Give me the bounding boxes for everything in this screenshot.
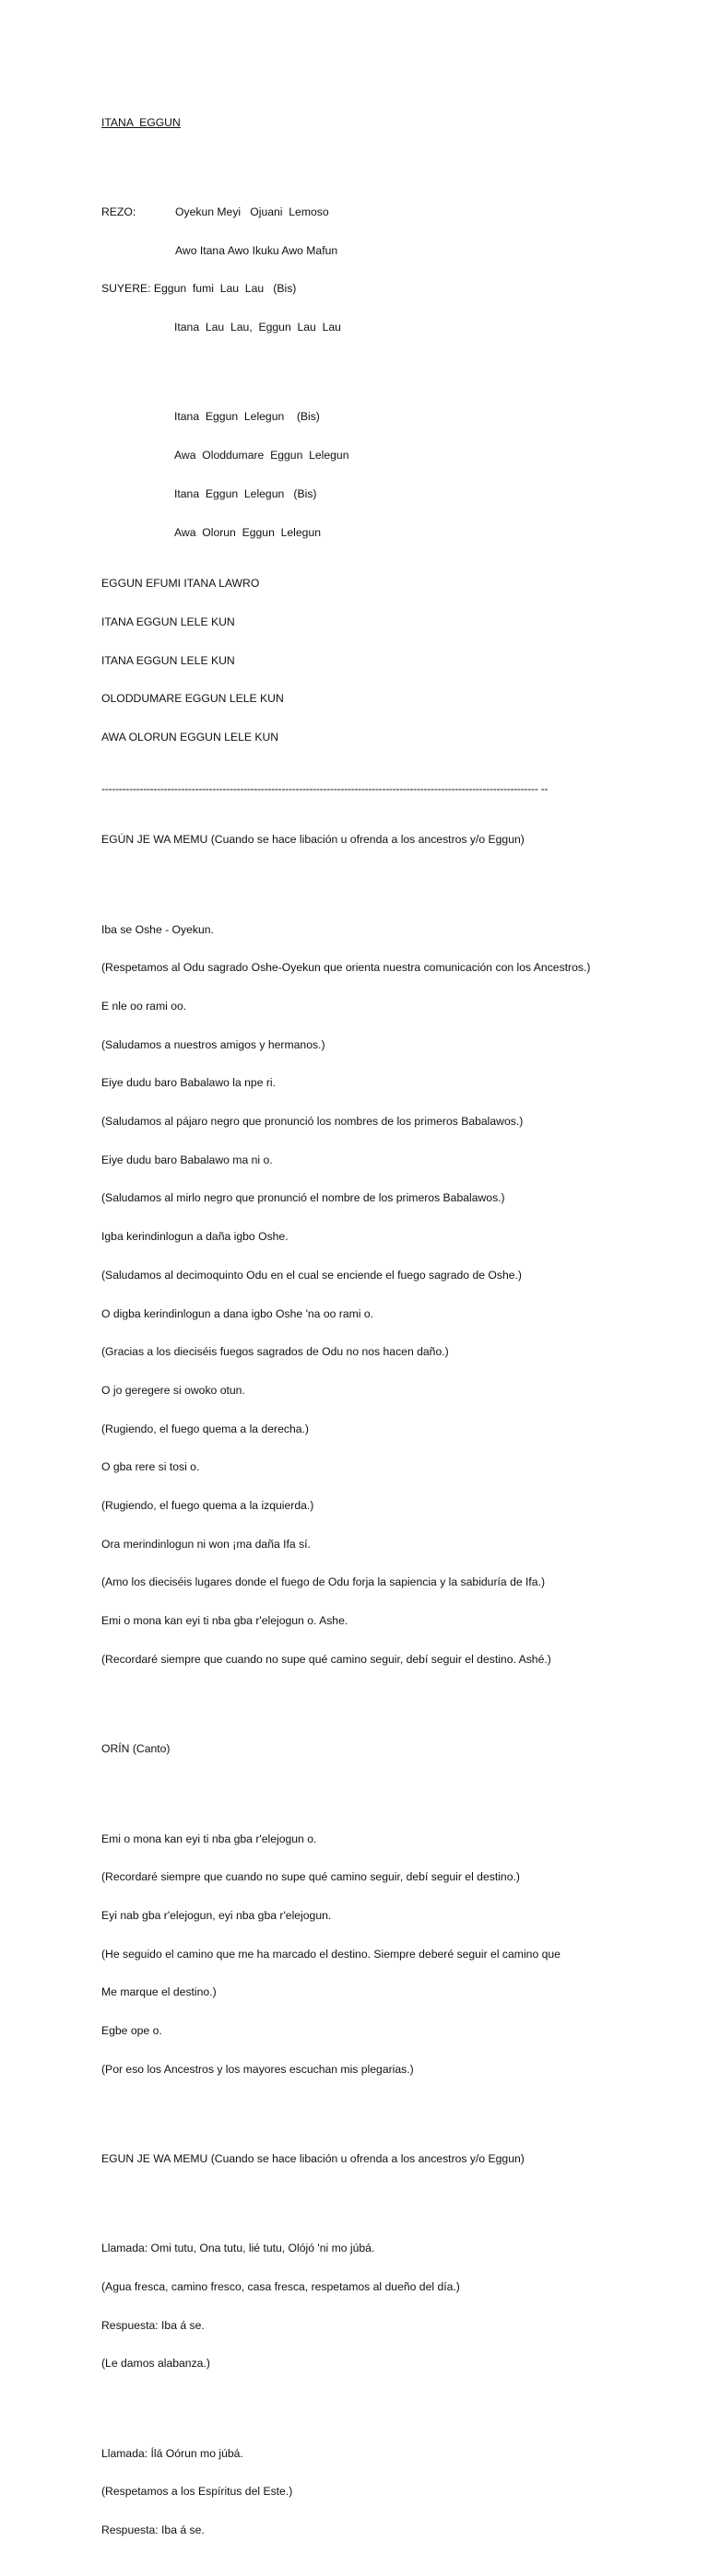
- text-line: (Le damos alabanza.): [101, 2357, 210, 2371]
- text-line: Egbe ope o.: [101, 2024, 162, 2038]
- text-line: Me marque el destino.): [101, 1985, 217, 1999]
- spacer: [101, 1782, 618, 1795]
- text-line: Emi o mona kan eyi ti nba gba r'elejogun o. Ashe.: [101, 1614, 348, 1628]
- verse-line: Itana Eggun Lelegun (Bis): [174, 410, 320, 424]
- caps-line: ITANA EGGUN LELE KUN: [101, 653, 235, 667]
- caps-line: EGGUN EFUMI ITANA LAWRO: [101, 577, 260, 591]
- text-line: (Saludamos a nuestros amigos y hermanos.): [101, 1037, 325, 1051]
- text-line: Llamada: Omi tutu, Ona tutu, lié tutu, Olójó 'ni mo júbá.: [101, 2242, 375, 2255]
- spacer: [101, 1692, 618, 1705]
- suyere-line-2: Itana Lau Lau, Eggun Lau Lau: [174, 321, 341, 334]
- text-line: (Rugiendo, el fuego quema a la derecha.): [101, 1422, 309, 1435]
- spacer: [101, 872, 618, 885]
- verse-line: Awa Olorun Eggun Lelegun: [174, 525, 322, 539]
- text-line: (Saludamos al pájaro negro que pronunció los nombres de los primeros Babalawos.): [101, 1115, 524, 1129]
- rezo-text: Oyekun Meyi Ojuani Lemoso: [175, 205, 329, 219]
- caps-line: AWA OLORUN EGGUN LELE KUN: [101, 730, 279, 744]
- text-line: O gba rere si tosi o.: [101, 1460, 200, 1474]
- spacer: [101, 2396, 618, 2409]
- rezo-line: [101, 206, 618, 219]
- text-line: (Por eso los Ancestros y los mayores escuchan mis plegarias.): [101, 2062, 414, 2076]
- text-line: (Rugiendo, el fuego quema a la izquierda.): [101, 1499, 314, 1513]
- text-line: Respuesta: Iba á se.: [101, 2523, 205, 2537]
- text-line: Iba se Oshe - Oyekun.: [101, 922, 214, 936]
- rezo-label: REZO:: [101, 205, 136, 219]
- text-line: (Agua fresca, camino fresco, casa fresca, respetamos al dueño del día.): [101, 2280, 460, 2294]
- text-line: (He seguido el camino que me ha marcado el destino. Siempre deberé seguir el camino que: [101, 1947, 560, 1961]
- spacer: [101, 360, 618, 373]
- text-line: Emi o mona kan eyi ti nba gba r'elejogun o.: [101, 1832, 317, 1845]
- text-line: O jo geregere si owoko otun.: [101, 1383, 245, 1397]
- document-title: ITANA EGGUN: [101, 115, 181, 129]
- orin-heading: ORÍN (Canto): [101, 1742, 171, 1756]
- spacer: [101, 155, 618, 168]
- spacer: [101, 2102, 618, 2114]
- text-line: (Recordaré siempre que cuando no supe qué camino seguir, debí seguir el destino. Ashé.): [101, 1652, 551, 1666]
- text-line: (Respetamos a los Espíritus del Este.): [101, 2485, 293, 2499]
- suyere-line: SUYERE: Eggun fumi Lau Lau (Bis): [101, 282, 297, 296]
- text-line: Ora merindinlogun ni won ¡ma daña Ifa sí.: [101, 1537, 311, 1551]
- section-heading: EGUN JE WA MEMU (Cuando se hace libación u ofrenda a los ancestros y/o Eggun): [101, 2152, 525, 2166]
- text-line: O digba kerindinlogun a dana igbo Oshe 'na oo rami o.: [101, 1306, 374, 1320]
- verse-line: Itana Eggun Lelegun (Bis): [174, 486, 317, 500]
- rezo-line-2: Awo Itana Awo Ikuku Awo Mafun: [175, 243, 338, 257]
- document-body: [101, 78, 618, 2576]
- text-line: (Saludamos al mirlo negro que pronunció el nombre de los primeros Babalawos.): [101, 1191, 505, 1205]
- text-line: (Recordaré siempre que cuando no supe qué camino seguir, debí seguir el destino.): [101, 1870, 520, 1884]
- text-line: Respuesta: Iba á se.: [101, 2318, 205, 2332]
- text-line: Eyi nab gba r'elejogun, eyi nba gba r'elejogun.: [101, 1908, 332, 1922]
- caps-line: OLODDUMARE EGGUN LELE KUN: [101, 692, 284, 706]
- text-line: (Saludamos al decimoquinto Odu en el cual se enciende el fuego sagrado de Oshe.): [101, 1268, 522, 1282]
- caps-line: ITANA EGGUN LELE KUN: [101, 615, 235, 628]
- text-line: Eiye dudu baro Babalawo la npe ri.: [101, 1076, 277, 1090]
- text-line: Llamada: Ílá Oórun mo júbá.: [101, 2446, 243, 2460]
- text-line: (Gracias a los dieciséis fuegos sagrados de Odu no nos hacen daño.): [101, 1345, 449, 1359]
- text-line: Igba kerindinlogun a daña igbo Oshe.: [101, 1230, 289, 1244]
- text-line: (Respetamos al Odu sagrado Oshe-Oyekun que orienta nuestra comunicación con los Ancestros.): [101, 961, 591, 975]
- spacer: [101, 2192, 618, 2205]
- text-line: (Amo los dieciséis lugares donde el fuego de Odu forja la sapiencia y la sabiduría de Ifa.): [101, 1575, 546, 1589]
- verse-line: Awa Oloddumare Eggun Lelegun: [174, 449, 349, 463]
- section-heading: EGÚN JE WA MEMU (Cuando se hace libación u ofrenda a los ancestros y/o Eggun): [101, 833, 525, 847]
- text-line: E nle oo rami oo.: [101, 999, 187, 1013]
- dashed-divider: ------------------------------------------------------------------------------------------------------------------------------ --: [101, 781, 549, 795]
- text-line: Eiye dudu baro Babalawo ma ni o.: [101, 1153, 273, 1166]
